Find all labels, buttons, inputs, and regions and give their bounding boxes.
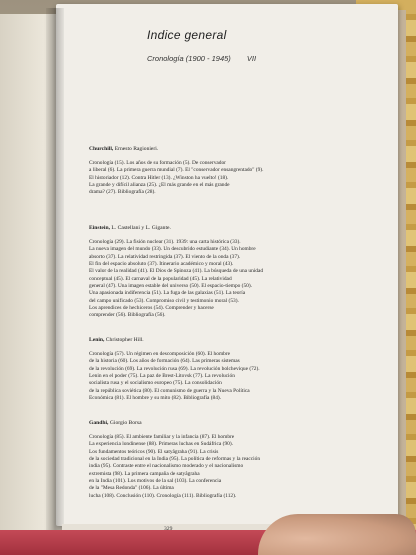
entry-heading (89, 337, 377, 344)
entry-body (89, 434, 377, 500)
entry-einstein (89, 225, 377, 320)
entry-line: extremista (98). La primera campaña de satyâgraha (89, 470, 200, 477)
entry-line: comprender (56). Bibliografía (56). (89, 312, 166, 319)
page-title: Indice general (147, 28, 227, 42)
entry-line: Lenin en el poder (75). La paz de Brest-Litovsk (77). La revolución (89, 373, 235, 380)
entry-line: de la historia (60). Los años de formación (64). Las primeras sistemas (89, 358, 240, 365)
entry-authors: L. Castellani y L. Gigante. (111, 225, 171, 231)
entry-line: Una apasionada indiferencia (51). La fuga de las galaxias (51). La teoría (89, 290, 246, 297)
entry-body (89, 351, 377, 402)
entry-line: en la India (101). Los motivos de la sal (103). La conferencia (89, 478, 222, 485)
entry-authors: Giorgio Borsa (109, 420, 142, 426)
hand (258, 514, 416, 555)
entry-line: absorto (37). La relatividad restringida (37). El viento de la onda (37). (89, 253, 241, 260)
chronology-label: Cronología (1900 - 1945) (147, 54, 231, 63)
entry-line: El historiador (12). Contra Hitler (13). ¿Winston ha vuelto! (18). (89, 174, 229, 181)
entry-lenin (89, 337, 377, 402)
entry-authors: Ernesto Ragionieri. (114, 146, 159, 152)
page-number: 329 (164, 526, 173, 532)
entry-heading (89, 146, 377, 153)
entry-line: drama? (27). Bibliografía (28). (89, 189, 156, 196)
entry-heading (89, 225, 377, 232)
entry-line: El valor de la realidad (41). El Dios de Spinoza (41). La búsqueda de una unidad (89, 268, 264, 275)
entry-line: La nueva imagen del mundo (33). Un descubrido estudiante (34). Un hombre (89, 246, 256, 253)
entry-line: Cronología (85). El ambiente familiar y la infancia (87). El hombre (89, 434, 235, 440)
entry-line: india (95). Contraste entre el nacionalismo moderado y el nacionalismo (89, 463, 244, 470)
chronology-heading (147, 54, 256, 63)
entry-line: de la república soviética (80). El comunismo de guerra y la Nueva Política (89, 387, 250, 394)
entry-line: Cronología (57). Un régimen en descomposición (60). El hombre (89, 351, 231, 357)
entry-line: a liberal (6). La primera guerra mundial (7). El "conservador ensangrentado" (9). (89, 167, 264, 174)
entry-body (89, 160, 377, 197)
entry-gandhi (89, 420, 377, 500)
entry-line: socialista rusa y el socialismo europeo (75). La consolidación (89, 380, 222, 387)
entry-line: Cronología (29). La fisión nuclear (31). 1939: una carta histórica (33). (89, 239, 241, 245)
spine-shadow (46, 8, 64, 538)
entry-line: Los fundamentos teóricos (90). El satyâgraha (91). La crisis (89, 448, 219, 455)
entry-name: Gandhi, (89, 420, 109, 426)
entry-line: del campo unificado (53). Compromiso civil y testimonio moral (53). (89, 297, 239, 304)
entry-line: general (47). Una imagen estable del universo (50). El espacio-tiempo (50). (89, 283, 253, 290)
entry-authors: Christopher Hill. (105, 337, 144, 343)
entry-line: Cronología (15). Los años de su formación (5). De conservador (89, 160, 226, 166)
entry-line: Económica (81). El hombre y su mito (82). Bibliografía (84). (89, 395, 222, 402)
entry-name: Churchill, (89, 146, 114, 152)
entry-body (89, 239, 377, 320)
entry-line: de la "Mesa Redonda" (106). La última (89, 485, 174, 492)
entry-line: El fin del espacio absoluto (37). Itinerario académico y moral (43). (89, 261, 234, 268)
entry-heading (89, 420, 377, 427)
entry-line: lucha (108). Conclusión (110). Cronología (111). Bibliografía (112). (89, 492, 237, 499)
entry-name: Lenin, (89, 337, 105, 343)
entry-line: de la revolución (69). La revolución rusa (69). La revolución bolchevique (72). (89, 365, 260, 372)
entry-line: La grande y difícil alianza (25). ¿El más grande en el más grande (89, 182, 230, 189)
chronology-page: VII (246, 54, 257, 63)
entry-line: La experiencia londinense (88). Primeras luchas en Sudáfrica (90). (89, 441, 233, 448)
entry-line: de la sociedad tradicional en la India (95). La política de reformas y la reacción (89, 456, 261, 463)
entry-churchill (89, 146, 377, 197)
entry-name: Einstein, (89, 225, 110, 231)
entry-line: Los aprendices de hechiceros (54). Comprender y hacerse (89, 305, 214, 312)
entry-line: conceptual (45). El carnaval de la popularidad (45). La relatividad (89, 275, 232, 282)
